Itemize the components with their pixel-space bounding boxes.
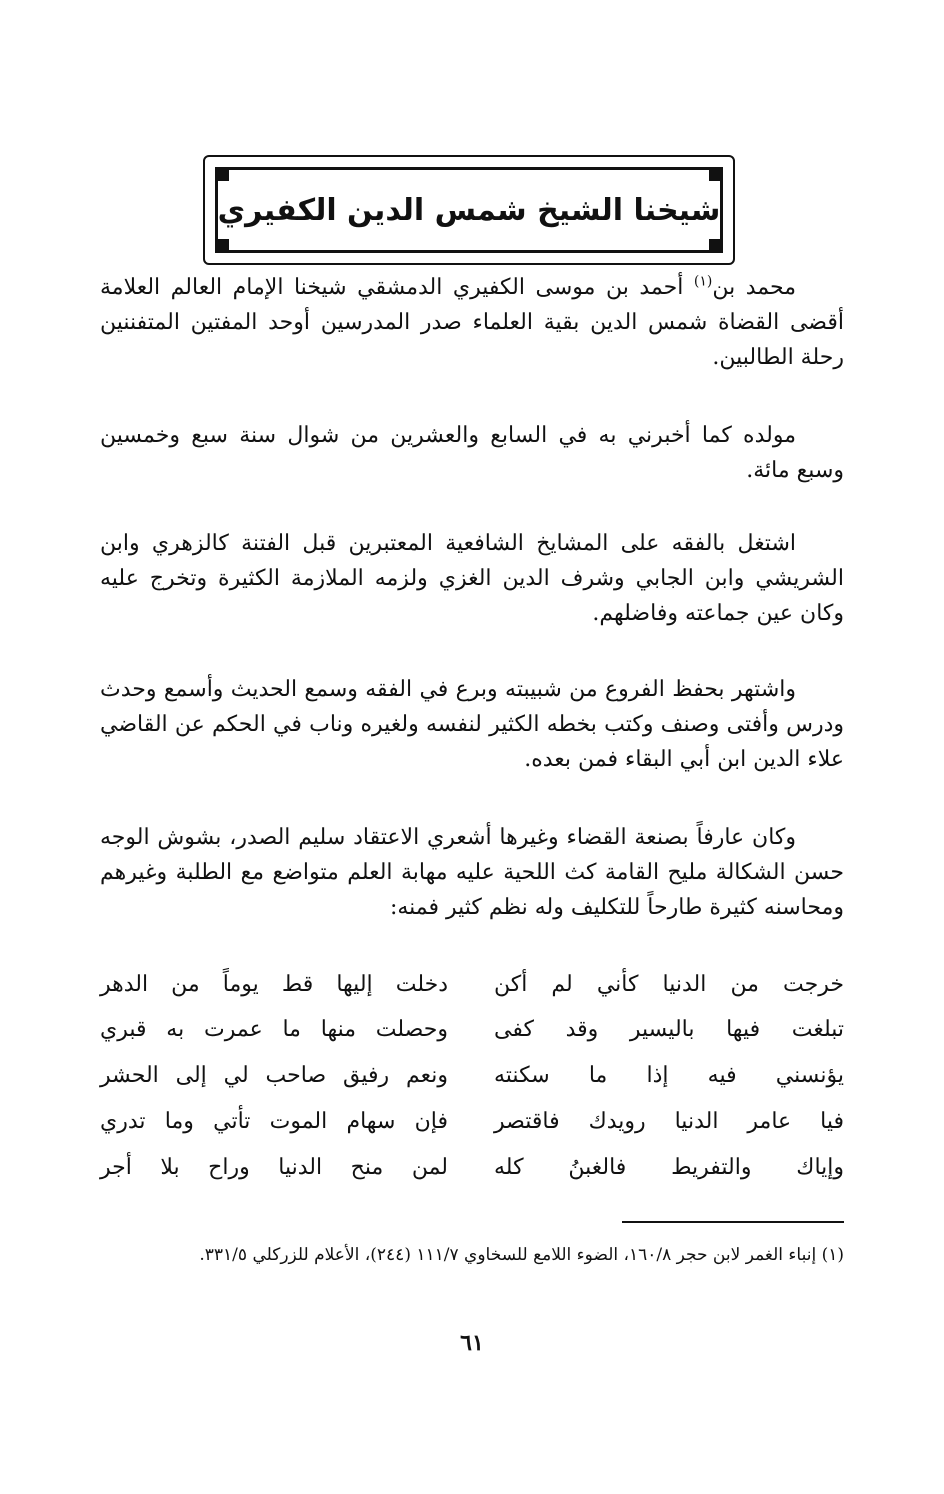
footnote-reference[interactable]: (١) <box>693 273 713 290</box>
verse-second-hemistich: دخلت إليها قط يوماً من الدهر <box>100 972 448 997</box>
verse-first-hemistich: فيا عامر الدنيا رويدك فاقتصر <box>494 1109 844 1134</box>
verse-line <box>100 1109 844 1153</box>
frame-corner-ornament <box>215 167 229 181</box>
verse-second-hemistich: ونعم رفيق صاحب لي إلى الحشر <box>100 1063 448 1088</box>
verse-second-hemistich: فإن سهام الموت تأتي وما تدري <box>100 1109 448 1134</box>
frame-corner-ornament <box>709 167 723 181</box>
paragraph-text: أحمد بن موسى الكفيري الدمشقي شيخنا الإمام العالم العلامة أقضى القضاة شمس الدين بقية العلماء صدر المدرسين أوحد المفتين المتفننين رحلة الطالبين. <box>100 275 844 370</box>
title-frame <box>203 155 735 265</box>
page-number: ٦١ <box>460 1330 484 1356</box>
title-inner-frame <box>215 167 723 253</box>
frame-corner-ornament <box>215 239 229 253</box>
paragraph-text: اشتغل بالفقه على المشايخ الشافعية المعتبرين قبل الفتنة كالزهري وابن الشريشي وابن الجابي وشرف الدين الغزي ولزمه الملازمة الكثيرة وتخرج عليه وكان عين جماعته وفاضلهم. <box>100 531 844 626</box>
paragraph-text: محمد بن <box>712 275 796 300</box>
paragraph-character <box>100 820 844 925</box>
verse-second-hemistich: وحصلت منها ما عمرت به قبري <box>100 1017 448 1042</box>
paragraph-text: واشتهر بحفظ الفروع من شبيبته وبرع في الفقه وسمع الحديث وأسمع وحدث ودرس وأفتى وصنف وكتب بخطه الكثير لنفسه ولغيره وناب في الحكم عن القاضي علاء الدين ابن أبي البقاء فمن بعده. <box>100 677 844 772</box>
verse-first-hemistich: خرجت من الدنيا كأني لم أكن <box>494 972 844 997</box>
page-title: شيخنا الشيخ شمس الدين الكفيري <box>217 192 721 228</box>
paragraph-career <box>100 672 844 777</box>
verse-line <box>100 972 844 1016</box>
footnote-divider <box>622 1221 844 1223</box>
frame-corner-ornament <box>709 239 723 253</box>
verse-first-hemistich: وإياك والتفريط فالغبنُ كله <box>494 1155 844 1180</box>
verse-line <box>100 1063 844 1107</box>
paragraph-birth <box>100 418 844 488</box>
paragraph-text: مولده كما أخبرني به في السابع والعشرين من شوال سنة سبع وخمسين وسبع مائة. <box>100 423 844 483</box>
footnote: (١) إنباء الغمر لابن حجر ١٦٠/٨، الضوء اللامع للسخاوي ١١١/٧ (٢٤٤)، الأعلام للزركلي ٣٣١/٥. <box>199 1245 844 1265</box>
paragraph-study <box>100 526 844 631</box>
verse-line <box>100 1017 844 1061</box>
paragraph-intro <box>100 270 844 375</box>
verse-first-hemistich: تبلغت فيها باليسير وقد كفى <box>494 1017 844 1042</box>
verse-first-hemistich: يؤنسني فيه إذا ما سكنته <box>494 1063 844 1088</box>
verse-line <box>100 1155 844 1199</box>
paragraph-text: وكان عارفاً بصنعة القضاء وغيرها أشعري الاعتقاد سليم الصدر، بشوش الوجه حسن الشكالة مليح القامة كث اللحية عليه مهابة العلم متواضع مع الطلبة وغيرهم ومحاسنه كثيرة طارحاً للتكليف وله نظم كثير فمنه: <box>100 825 844 920</box>
verse-second-hemistich: لمن منح الدنيا وراح بلا أجر <box>100 1155 448 1180</box>
